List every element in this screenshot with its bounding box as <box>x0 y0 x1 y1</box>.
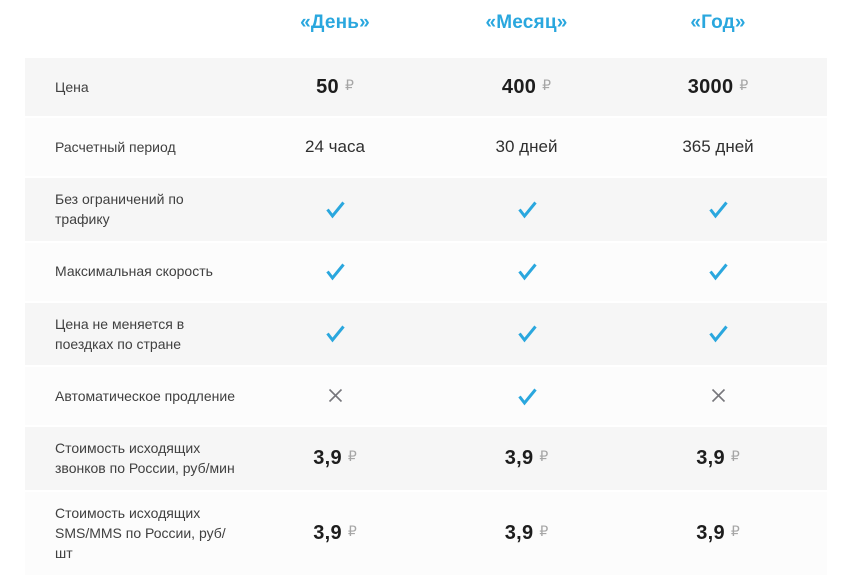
feature-cell <box>240 387 430 405</box>
text-value: 365 дней <box>682 137 754 156</box>
price-cell <box>430 522 623 545</box>
price-value: 3,9 <box>696 446 725 469</box>
row-label: Максимальная скорость <box>55 263 213 280</box>
check-icon <box>516 387 538 406</box>
cross-icon <box>710 387 727 404</box>
price-cell <box>623 76 813 99</box>
text-cell <box>240 137 430 157</box>
feature-cell <box>623 387 813 405</box>
text-value: 24 часа <box>305 137 365 156</box>
check-icon <box>516 324 538 343</box>
text-value: 30 дней <box>495 137 558 156</box>
cross-icon <box>327 387 344 404</box>
price-cell <box>623 447 813 470</box>
feature-cell <box>430 262 623 281</box>
check-icon <box>707 324 729 343</box>
feature-cell <box>623 200 813 219</box>
row-label: Автоматическое продление <box>55 388 235 405</box>
ruble-sign: ₽ <box>539 523 549 540</box>
text-cell <box>430 137 623 157</box>
price-cell <box>430 447 623 470</box>
plan-header-month[interactable]: «Месяц» <box>485 11 568 33</box>
plan-header-year[interactable]: «Год» <box>690 11 746 33</box>
table-row <box>25 58 827 116</box>
check-icon <box>324 200 346 219</box>
feature-cell <box>430 200 623 219</box>
row-label: Стоимость исходящих SMS/MMS по России, руб/шт <box>55 504 226 562</box>
row-label: Без ограничений по трафику <box>55 191 184 228</box>
price-value: 3,9 <box>504 446 534 469</box>
price-cell <box>240 447 430 470</box>
price-value: 3,9 <box>696 521 725 544</box>
feature-cell <box>240 324 430 343</box>
table-row <box>25 118 827 176</box>
row-label: Цена не меняется в поездках по стране <box>55 315 185 352</box>
price-cell <box>240 522 430 545</box>
feature-cell <box>430 324 623 343</box>
ruble-sign: ₽ <box>347 448 357 465</box>
price-value: 3000 <box>687 75 734 98</box>
price-value: 50 <box>316 75 339 98</box>
price-value: 3,9 <box>313 521 342 544</box>
price-cell <box>240 76 430 99</box>
ruble-sign: ₽ <box>730 448 740 465</box>
feature-cell <box>623 324 813 343</box>
row-label: Цена <box>55 78 89 95</box>
check-icon <box>324 324 346 343</box>
check-icon <box>516 200 538 219</box>
feature-cell <box>430 387 623 406</box>
row-label: Расчетный период <box>55 138 176 155</box>
ruble-sign: ₽ <box>347 523 357 540</box>
price-cell <box>623 522 813 545</box>
feature-cell <box>240 200 430 219</box>
table-row <box>25 492 827 575</box>
ruble-sign: ₽ <box>542 77 552 94</box>
table-header <box>25 0 827 45</box>
plan-header-day[interactable]: «День» <box>300 11 370 33</box>
table-body <box>25 58 827 575</box>
price-cell <box>430 76 623 99</box>
ruble-sign: ₽ <box>739 77 749 94</box>
table-row <box>25 303 827 366</box>
table-row <box>25 243 827 301</box>
text-cell <box>623 137 813 157</box>
table-row <box>25 178 827 241</box>
table-row <box>25 367 827 425</box>
table-row <box>25 427 827 490</box>
ruble-sign: ₽ <box>730 523 740 540</box>
price-value: 3,9 <box>313 446 342 469</box>
row-label: Стоимость исходящих звонков по России, руб/мин <box>55 440 235 477</box>
check-icon <box>324 262 346 281</box>
check-icon <box>516 262 538 281</box>
price-value: 3,9 <box>504 521 534 544</box>
ruble-sign: ₽ <box>539 448 549 465</box>
price-value: 400 <box>501 75 537 98</box>
check-icon <box>707 262 729 281</box>
check-icon <box>707 200 729 219</box>
feature-cell <box>240 262 430 281</box>
ruble-sign: ₽ <box>344 77 354 94</box>
feature-cell <box>623 262 813 281</box>
